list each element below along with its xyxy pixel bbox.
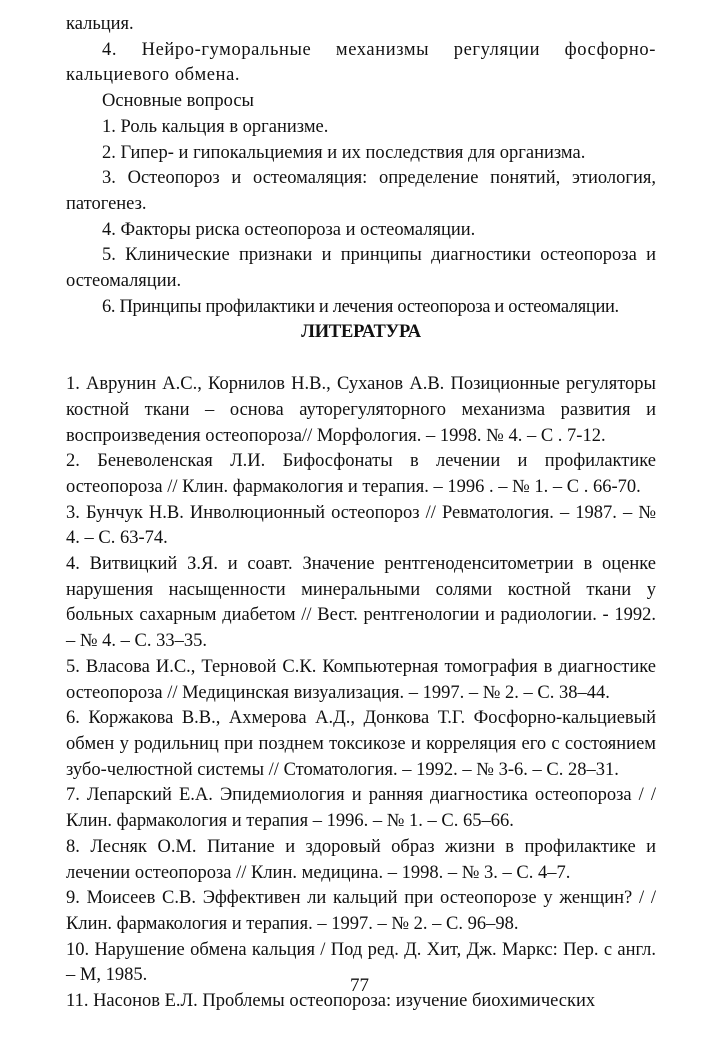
question-item-4: 4. Факторы риска остеопороза и остеомаляции. (102, 219, 476, 240)
reference-item-11: 11. Насонов Е.Л. Проблемы остеопороза: изучение биохимических (66, 991, 596, 1012)
literature-heading: ЛИТЕРАТУРА (301, 322, 421, 343)
reference-item-2: 2. Беневоленская Л.И. Бифосфонаты в лечении и профилактике остеопороза // Клин. фармакология и терапия. – 1996 . – № 1. – С . 66-70. (66, 451, 656, 497)
question-item-5: 5. Клинические признаки и принципы диагностики остеопороза и остеомаляции. (66, 245, 656, 292)
question-item-6: 6. Принципы профилактики и лечения остеопороза и остеомаляции. (102, 296, 619, 317)
reference-item-9: 9. Моисеев С.В. Эффективен ли кальций при остеопорозе у женщин? / / Клин. фармакология и терапия. – 1997. – № 2. – С. 96–98. (66, 888, 656, 934)
reference-item-7: 7. Лепарский Е.А. Эпидемиология и ранняя диагностика остеопороза / / Клин. фармакология и терапия – 1996. – № 1. – С. 65–66. (66, 785, 656, 832)
reference-item-1: 1. Аврунин А.С., Корнилов Н.В., Суханов А.В. Позиционные регуляторы костной ткани – основа ауторегуляторного механизма развития и воспроизведения остеопороза// Морфология. – 1998. № 4. – С . 7-12. (66, 374, 656, 446)
question-item-2: 2. Гипер- и гипокальциемия и их последствия для организма. (102, 142, 586, 163)
reference-item-5: 5. Власова И.С., Терновой С.К. Компьютерная томография в диагностике остеопороза // Медицинская визуализация. – 1997. – № 2. – С. 38–44. (66, 656, 656, 703)
reference-item-6: 6. Коржакова В.В., Ахмерова А.Д., Донкова Т.Г. Фосфорно-кальциевый обмен у родильниц при позднем токсикозе и корреляция его с состоянием зубо-челюстной системы // Стоматология. – 1992. – № 3-6. – С. 28–31. (66, 708, 656, 780)
reference-item-3: 3. Бунчук Н.В. Инволюционный остеопороз // Ревматология. – 1987. – № 4. – С. 63-74. (66, 502, 656, 549)
question-item-3: 3. Остеопороз и остеомаляция: определение понятий, этиология, патогенез. (66, 168, 656, 214)
page-number: 77 (350, 975, 369, 996)
section-item-4: 4. Нейро-гуморальные механизмы регуляции фосфорно-кальциевого обмена. (66, 39, 656, 86)
reference-item-4: 4. Витвицкий З.Я. и соавт. Значение рентгеноденситометрии в оценке нарушения насыщенности минеральными солями костной ткани у больных сахарным диабетом // Вест. рентгенологии и радиологии. - 1992. – № 4. – С. 33–35. (66, 554, 656, 652)
page-body (66, 12, 656, 1015)
reference-item-10: 10. Нарушение обмена кальция / Под ред. Д. Хит, Дж. Маркс: Пер. с англ. – М, 1985. (66, 939, 656, 986)
top-fragment: кальция. (66, 14, 134, 34)
question-item-1: 1. Роль кальция в организме. (102, 116, 329, 137)
questions-title: Основные вопросы (102, 91, 254, 112)
reference-item-8: 8. Лесняк О.М. Питание и здоровый образ жизни в профилактике и лечении остеопороза // Клин. медицина. – 1998. – № 3. – С. 4–7. (66, 836, 656, 883)
